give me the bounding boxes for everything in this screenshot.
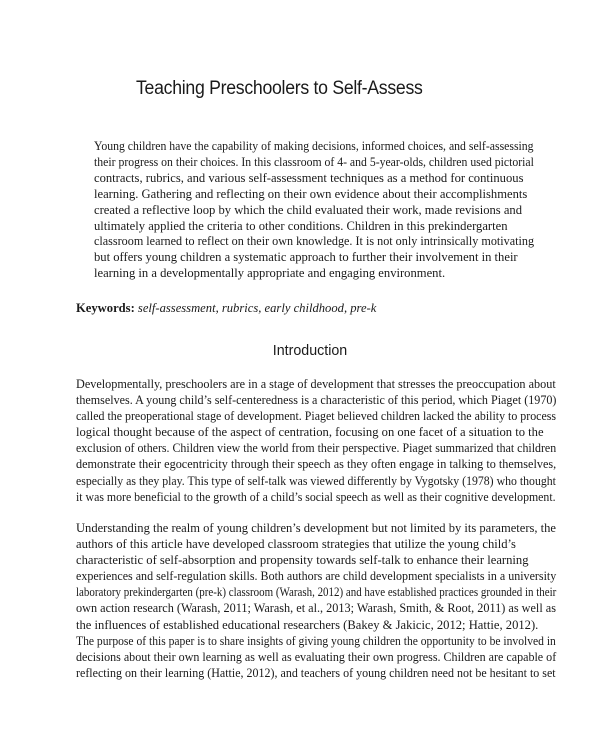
paragraph-line: laboratory prekindergarten (pre-k) classroom (Warash, 2012) and have established practices grounded in their — [76, 585, 557, 600]
paragraph-line: reflecting on their learning (Hattie, 2012), and teachers of young children need not be hesitant to set — [76, 665, 556, 680]
paragraph-line: themselves. A young child’s self-centeredness is a characteristic of this period, which Piaget (1970) — [76, 393, 557, 408]
abstract-line: Young children have the capability of making decisions, informed choices, and self-assessing — [94, 139, 534, 153]
abstract-line: created a reflective loop by which the child evaluated their work, made revisions and — [94, 202, 523, 217]
paragraph-line: the influences of established educational researchers (Bakey & Jakicic, 2012; Hattie, 2012). — [76, 617, 539, 632]
paragraph-line: Developmentally, preschoolers are in a stage of development that stresses the preoccupation about — [76, 377, 556, 391]
abstract-line: classroom learned to reflect on their own knowledge. It is not only intrinsically motivating — [94, 234, 535, 249]
paragraph-line: own action research (Warash, 2011; Warash, et al., 2013; Warash, Smith, & Root, 2011) as well as — [76, 601, 556, 616]
paragraph-line: The purpose of this paper is to share insights of giving young children the opportunity to be involved in — [76, 633, 556, 648]
paragraph-line: logical thought because of the aspect of centration, focusing on one facet of a situation to the — [76, 425, 544, 440]
keywords — [76, 301, 556, 316]
abstract-line: learning. Gathering and reflecting on their own evidence about their accomplishments — [94, 186, 528, 201]
paragraph-2 — [76, 520, 556, 681]
paragraph-line: especially as they play. This type of self-talk was viewed differently by Vygotsky (1978) who thought — [76, 473, 556, 488]
abstract-line: their progress on their choices. In this classroom of 4- and 5-year-olds, children used pictorial — [94, 154, 534, 169]
section-heading-introduction: Introduction — [272, 342, 348, 359]
paragraph-line: exclusion of others. Children view the world from their perspective. Piaget summarized that children — [76, 441, 557, 456]
paragraph-line: authors of this article have developed classroom strategies that utilize the young child’s — [76, 537, 516, 552]
keywords-text: self-assessment, rubrics, early childhood, pre-k — [134, 301, 377, 315]
paragraph-1 — [76, 376, 556, 505]
abstract-line: ultimately applied the criteria to other conditions. Children in this prekindergarten — [94, 218, 508, 233]
paragraph-line: Understanding the realm of young children’s development but not limited by its parameters, the — [76, 521, 556, 535]
abstract-line: learning in a developmentally appropriate and engaging environment. — [94, 266, 446, 281]
paragraph-line: it was more beneficial to the growth of a child’s social speech as well as their cognitive development. — [76, 489, 556, 504]
paragraph-line: demonstrate their egocentricity through their speech as they often engage in talking to themselves, — [76, 457, 557, 472]
paragraph-line: experiences and self-regulation skills. Both authors are child development specialists in a university — [76, 569, 557, 584]
abstract — [94, 139, 534, 282]
paragraph-line: called the preoperational stage of development. Piaget believed children lacked the ability to process — [76, 409, 557, 424]
abstract-line: contracts, rubrics, and various self-assessment techniques as a method for continuous — [94, 170, 524, 185]
document-title: Teaching Preschoolers to Self-Assess — [136, 78, 423, 99]
paragraph-line: characteristic of self-absorption and propensity towards self-talk to enhance their learning — [76, 553, 529, 568]
keywords-label: Keywords: — [76, 301, 135, 315]
paragraph-line: decisions about their own learning as well as evaluating their own progress. Children are capable of — [76, 649, 557, 664]
abstract-line: but offers young children a systematic approach to further their involvement in their — [94, 250, 518, 265]
